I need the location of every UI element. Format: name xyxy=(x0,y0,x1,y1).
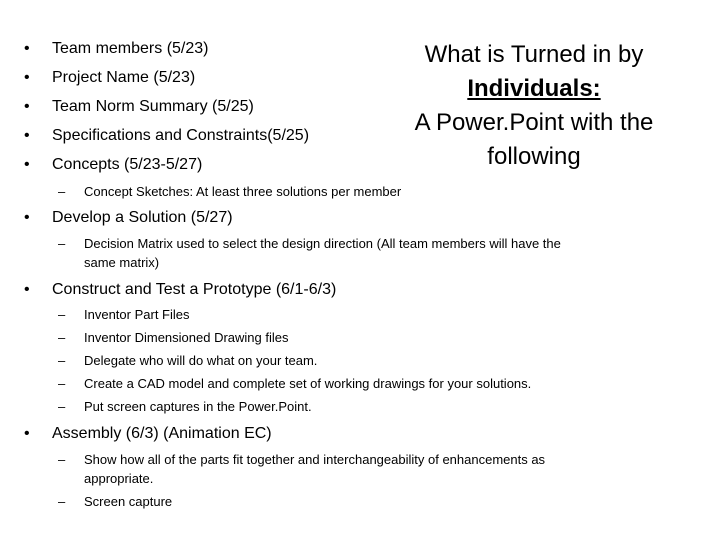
list-item-team-members: Team members (5/23) xyxy=(52,40,209,57)
sub-item-concept-sketches: Concept Sketches: At least three solutions per member xyxy=(84,184,402,199)
dash-icon: – xyxy=(58,399,66,414)
bullet-icon: • xyxy=(24,69,30,86)
dash-icon: – xyxy=(58,307,66,322)
dash-icon: – xyxy=(58,236,66,251)
list-item-develop-solution: Develop a Solution (5/27) xyxy=(52,209,233,226)
title-line-1: What is Turned in by xyxy=(424,41,644,68)
dash-icon: – xyxy=(58,353,66,368)
title-line-2: Individuals: xyxy=(467,75,601,102)
title-line-4: following xyxy=(487,143,581,170)
title-line-3: A Power.Point with the xyxy=(414,109,654,136)
dash-icon: – xyxy=(58,494,66,509)
list-item-concepts: Concepts (5/23-5/27) xyxy=(52,156,203,173)
bullet-icon: • xyxy=(24,98,30,115)
bullet-icon: • xyxy=(24,127,30,144)
dash-icon: – xyxy=(58,376,66,391)
bullet-icon: • xyxy=(24,156,30,173)
sub-item-screen-captures: Put screen captures in the Power.Point. xyxy=(84,399,312,414)
bullet-icon: • xyxy=(24,425,30,442)
sub-item-show-parts-line1: Show how all of the parts fit together and interchangeability of enhancements as xyxy=(84,452,546,467)
slide-title xyxy=(392,38,676,174)
sub-item-part-files: Inventor Part Files xyxy=(84,307,190,322)
dash-icon: – xyxy=(58,330,66,345)
dash-icon: – xyxy=(58,184,66,199)
bullet-icon: • xyxy=(24,40,30,57)
sub-item-cad-model: Create a CAD model and complete set of working drawings for your solutions. xyxy=(84,376,532,391)
bullet-icon: • xyxy=(24,209,30,226)
list-item-specifications: Specifications and Constraints(5/25) xyxy=(52,127,310,144)
list-item-assembly: Assembly (6/3) (Animation EC) xyxy=(52,425,272,442)
sub-item-drawing-files: Inventor Dimensioned Drawing files xyxy=(84,330,289,345)
sub-item-decision-matrix-line2: same matrix) xyxy=(84,255,160,270)
sub-item-delegate: Delegate who will do what on your team. xyxy=(84,353,318,368)
sub-item-decision-matrix-line1: Decision Matrix used to select the design direction (All team members will have the xyxy=(84,236,561,251)
dash-icon: – xyxy=(58,452,66,467)
list-item-construct-test: Construct and Test a Prototype (6/1-6/3) xyxy=(52,281,337,298)
sub-item-show-parts-line2: appropriate. xyxy=(84,471,154,486)
bullet-icon: • xyxy=(24,281,30,298)
list-item-team-norm: Team Norm Summary (5/25) xyxy=(52,98,254,115)
sub-item-screen-capture: Screen capture xyxy=(84,494,173,509)
list-item-project-name: Project Name (5/23) xyxy=(52,69,196,86)
